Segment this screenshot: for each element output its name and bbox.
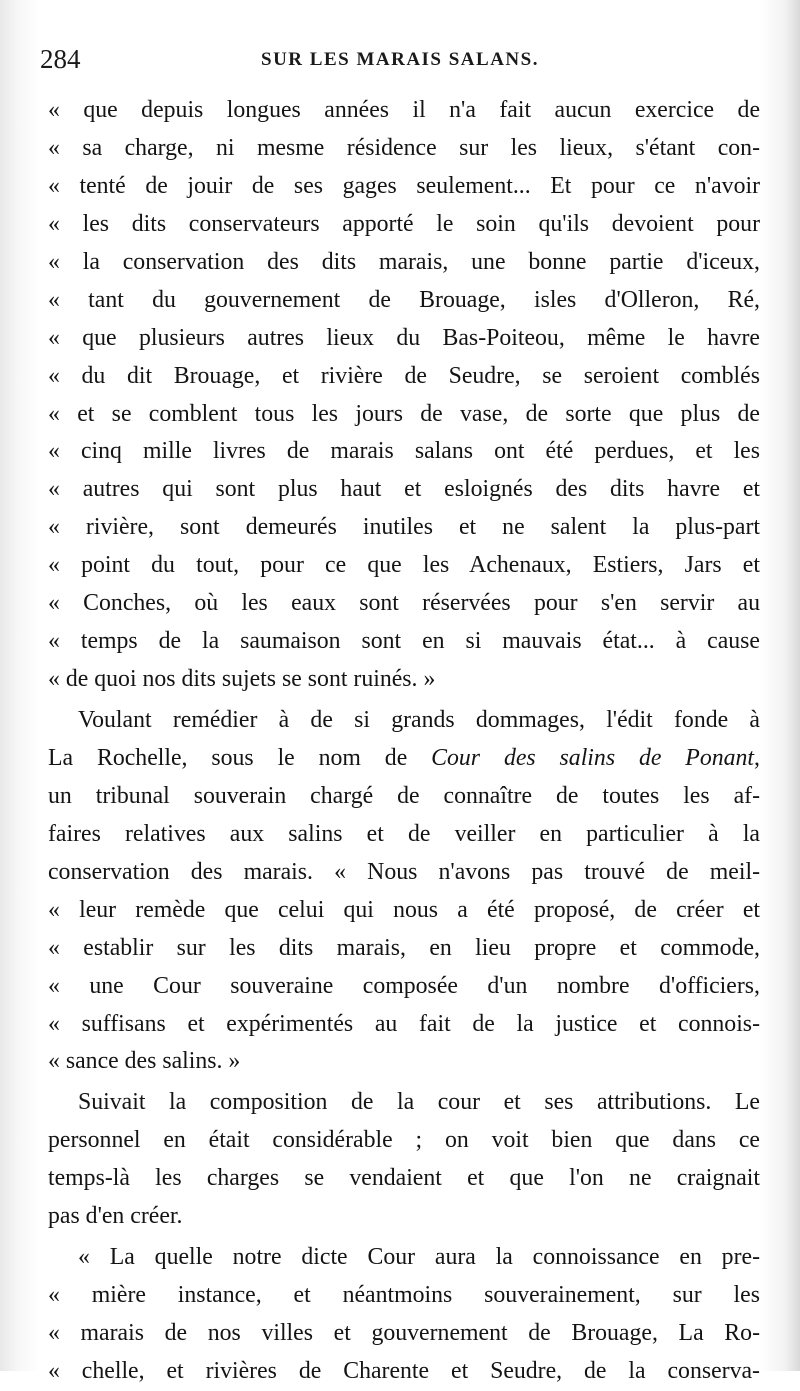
text-line [48, 661, 760, 699]
line-text: « sance des salins. » [48, 1048, 241, 1075]
text-line [48, 509, 760, 547]
line-text: « La quelle notre dicte Cour aura la connoissance en pre- [78, 1244, 760, 1271]
line-text: Voulant remédier à de si grands dommages, l'édit fonde à [78, 707, 760, 733]
line-text: « tenté de jouir de ses gages seulement... Et pour ce n'avoir [48, 172, 760, 199]
text-line [48, 930, 760, 968]
text-line [48, 1315, 760, 1353]
italic-court-name: Cour des salins de Ponant [431, 744, 755, 771]
text-line [48, 547, 760, 585]
line-text: faires relatives aux salins et de veiller en particulier à la [48, 820, 760, 847]
text-line [48, 1084, 760, 1122]
text-line [48, 623, 760, 661]
line-text: « marais de nos villes et gouvernement de Brouage, La Ro- [48, 1320, 760, 1346]
text-line [48, 585, 760, 623]
running-title: SUR LES MARAIS SALANS. [261, 49, 539, 70]
line-text: « suffisans et expérimentés au fait de la justice et connois- [48, 1010, 760, 1037]
line-text: « autres qui sont plus haut et esloignés des dits havre et [48, 476, 760, 503]
line-text: La Rochelle, sous le nom de [48, 744, 432, 771]
text-line [48, 130, 760, 168]
text-line [48, 320, 760, 358]
text-line [48, 778, 760, 816]
line-text: « que depuis longues années il n'a fait aucun exercice de [48, 97, 760, 123]
page-header [40, 44, 760, 78]
page-number: 284 [40, 44, 81, 74]
line-text: pas d'en créer. [48, 1203, 183, 1230]
text-line [48, 740, 760, 778]
line-text: Suivait la composition de la cour et ses attributions. Le [78, 1089, 760, 1116]
text-line [48, 168, 760, 206]
text-line [48, 358, 760, 396]
line-text: « les dits conservateurs apporté le soin qu'ils devoient pour [48, 210, 760, 237]
line-text: « temps de la saumaison sont en si mauvais état... à cause [48, 628, 760, 655]
text-line [48, 471, 760, 509]
line-text: « establir sur les dits marais, en lieu propre et commode, [48, 934, 760, 961]
text-line [48, 892, 760, 930]
line-text: « la conservation des dits marais, une bonne partie d'iceux, [48, 248, 760, 275]
text-line [48, 1043, 760, 1081]
text-line [48, 206, 760, 244]
line-text: « cinq mille livres de marais salans ont été perdues, et les [48, 438, 760, 465]
text-line [48, 1006, 760, 1044]
text-line [48, 244, 760, 282]
line-text: « tant du gouvernement de Brouage, isles d'Olleron, Ré, [48, 286, 760, 313]
line-text: « et se comblent tous les jours de vase, de sorte que plus de [48, 400, 760, 427]
line-text: personnel en était considérable ; on voit bien que dans ce [48, 1127, 760, 1154]
text-line [48, 1353, 760, 1391]
line-text: « une Cour souveraine composée d'un nombre d'officiers, [48, 972, 760, 999]
text-line [48, 702, 760, 740]
line-text: « rivière, sont demeurés inutiles et ne salent la plus-part [48, 514, 760, 541]
text-line [48, 968, 760, 1006]
line-text-suffix: , [754, 744, 760, 771]
text-line [48, 1160, 760, 1198]
text-line [48, 1122, 760, 1160]
text-line [48, 433, 760, 471]
line-text: « leur remède que celui qui nous a été proposé, de créer et [48, 896, 760, 923]
text-line [48, 92, 760, 130]
line-text: « de quoi nos dits sujets se sont ruinés. » [48, 666, 436, 693]
text-line [48, 816, 760, 854]
line-text: temps-là les charges se vendaient et que l'on ne craignait [48, 1165, 760, 1192]
body-text [48, 92, 760, 1391]
line-text: un tribunal souverain chargé de connaître de toutes les af- [48, 782, 760, 809]
line-text: « point du tout, pour ce que les Achenaux, Estiers, Jars et [48, 552, 760, 579]
text-line [48, 1198, 760, 1236]
text-line [48, 1239, 760, 1277]
line-text: conservation des marais. « Nous n'avons pas trouvé de meil- [48, 858, 760, 885]
line-text: « chelle, et rivières de Charente et Seudre, de la conserva- [48, 1357, 760, 1384]
line-text: « que plusieurs autres lieux du Bas-Poiteou, même le havre [48, 324, 760, 351]
line-text: « sa charge, ni mesme résidence sur les lieux, s'étant con- [48, 134, 760, 161]
text-line [48, 282, 760, 320]
text-line [48, 854, 760, 892]
text-line [48, 1277, 760, 1315]
line-text: « Conches, où les eaux sont réservées pour s'en servir au [48, 590, 760, 617]
text-line [48, 396, 760, 434]
line-text: « du dit Brouage, et rivière de Seudre, se seroient comblés [48, 362, 760, 389]
line-text: « mière instance, et néantmoins souverainement, sur les [48, 1282, 760, 1309]
